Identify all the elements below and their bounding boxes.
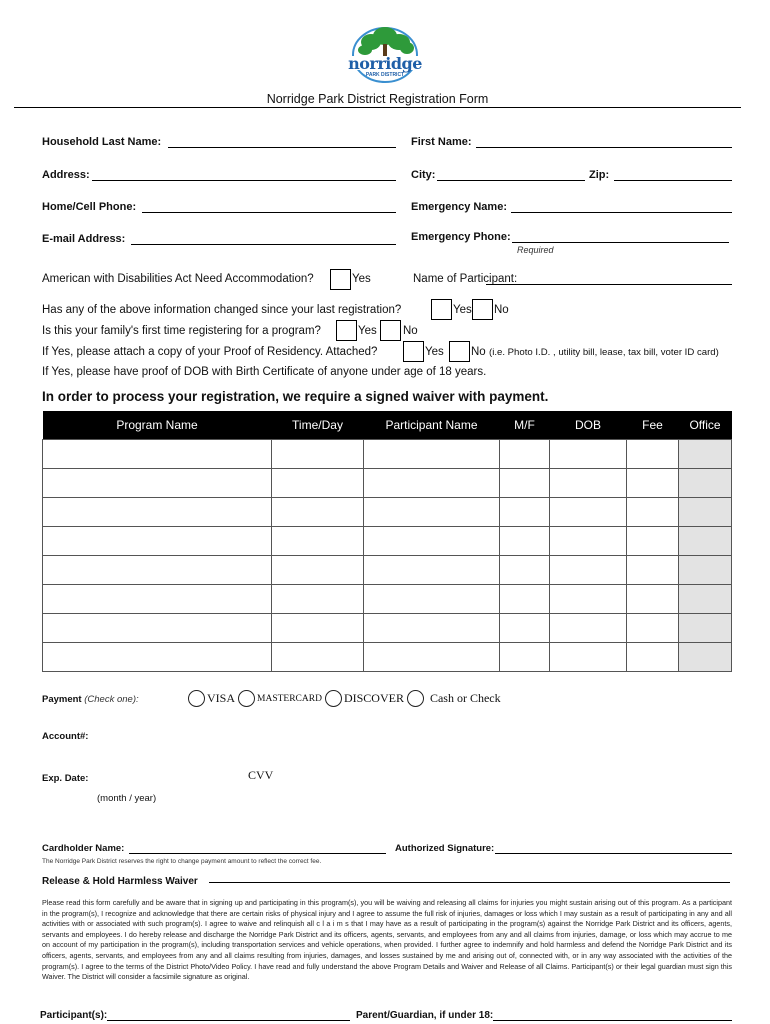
discover-label: DISCOVER <box>343 691 404 705</box>
account-label: Account#: <box>42 731 89 742</box>
table-cell[interactable] <box>679 585 732 614</box>
payment-options <box>188 690 501 707</box>
table-cell[interactable] <box>272 469 364 498</box>
header-program-name: Program Name <box>43 411 272 440</box>
table-cell[interactable] <box>500 498 550 527</box>
zip-label: Zip: <box>589 169 610 181</box>
city-field[interactable] <box>437 168 585 181</box>
header-fee: Fee <box>627 411 679 440</box>
participant-signature-field[interactable] <box>107 1008 350 1021</box>
table-cell[interactable] <box>364 643 500 672</box>
table-cell[interactable] <box>500 527 550 556</box>
dob-question: If Yes, please have proof of DOB with Birth Certificate of anyone under age of 18 years. <box>42 366 487 378</box>
city-label: City: <box>411 169 436 181</box>
table-cell[interactable] <box>627 556 679 585</box>
table-cell[interactable] <box>272 585 364 614</box>
home-cell-phone-label: Home/Cell Phone: <box>42 201 137 213</box>
visa-label: VISA <box>207 691 236 705</box>
program-table <box>42 411 732 672</box>
header-office: Office <box>679 411 732 440</box>
name-of-participant-label: Name of Participant: <box>413 273 518 285</box>
residency-note: (i.e. Photo I.D. , utility bill, lease, tax bill, voter ID card) <box>489 347 719 358</box>
residency-question: If Yes, please attach a copy of your Proof of Residency. Attached? <box>42 346 378 358</box>
table-row <box>43 527 732 556</box>
table-cell[interactable] <box>272 440 364 469</box>
form-title: Norridge Park District Registration Form <box>266 92 489 106</box>
table-cell[interactable] <box>550 614 627 643</box>
changed-no-label: No <box>494 304 509 316</box>
table-cell[interactable] <box>679 440 732 469</box>
household-last-name-label: Household Last Name: <box>42 136 162 148</box>
emergency-phone-field[interactable] <box>512 230 729 243</box>
norridge-logo <box>345 22 425 84</box>
header-mf: M/F <box>500 411 550 440</box>
table-cell[interactable] <box>364 469 500 498</box>
table-row <box>43 556 732 585</box>
table-cell[interactable] <box>627 469 679 498</box>
discover-radio[interactable] <box>325 690 342 707</box>
table-cell[interactable] <box>550 498 627 527</box>
table-cell[interactable] <box>43 469 272 498</box>
table-cell[interactable] <box>679 469 732 498</box>
table-cell[interactable] <box>43 527 272 556</box>
table-cell[interactable] <box>550 643 627 672</box>
exp-date-label: Exp. Date: <box>42 773 89 784</box>
table-cell[interactable] <box>364 556 500 585</box>
table-cell[interactable] <box>43 614 272 643</box>
table-cell[interactable] <box>500 643 550 672</box>
table-cell[interactable] <box>364 614 500 643</box>
changed-no-checkbox[interactable] <box>472 299 493 320</box>
table-cell[interactable] <box>500 440 550 469</box>
release-title: Release & Hold Harmless Waiver <box>42 876 198 887</box>
table-cell[interactable] <box>550 527 627 556</box>
table-cell[interactable] <box>627 585 679 614</box>
authorized-signature-field[interactable] <box>495 841 732 854</box>
residency-yes-label: Yes <box>425 346 444 358</box>
address-field[interactable] <box>92 168 396 181</box>
payment-label: Payment <box>42 694 82 705</box>
table-cell[interactable] <box>550 585 627 614</box>
table-cell[interactable] <box>272 498 364 527</box>
table-cell[interactable] <box>500 585 550 614</box>
table-cell[interactable] <box>627 614 679 643</box>
table-cell[interactable] <box>43 498 272 527</box>
table-cell[interactable] <box>627 527 679 556</box>
first-name-field[interactable] <box>476 135 732 148</box>
first-name-label: First Name: <box>411 136 472 148</box>
emergency-name-label: Emergency Name: <box>411 201 507 213</box>
release-waiver-text: Please read this form carefully and be aware that in signing up and participating in this program(s), you will be waiving and releasing all claims for injuries you might sustain arising out of this program. As a participant in the program(s), I recognize and acknowledge that there are certain risks of physical injury and I agree to assume the full risk of injuries, damages or loss which I may sustain as a result of participating in any and all activities with or associated with such program(s). I agree to waive and relinquish all c l a i m s that I may have as a result of participating in the program(s) against the Norridge Park District and its officers, agents, servants and employees. I do hereby release and discharge the Norridge Park District and its officers, agents, servants, and employees from any and all claims from injuries, damage, or loss which may accrue to me on account of my participation in the program(s), including transportation services and vehicle operations, when provided. I further agree to indemnify and hold harmless and defend the Norridge Park District and its officers, agents, servants, and employees from any and all claims resulting from injuries, damages, and losses sustained by me and arising out of, connected with, or in any way associated with the activities of the program(s). I agree to the terms of the District Photo/Video Policy. I have read and fully understand the above Program Details and Waiver and Release of all Claims. Participant(s) or their legal guardian must sign this Waiver. The District will consider a facsimile signature as original. <box>42 898 732 982</box>
table-cell[interactable] <box>679 643 732 672</box>
residency-no-label: No <box>471 346 486 358</box>
month-year-hint: (month / year) <box>97 793 157 804</box>
required-note: Required <box>517 245 554 255</box>
residency-no-checkbox[interactable] <box>449 341 470 362</box>
table-row <box>43 498 732 527</box>
table-cell[interactable] <box>43 440 272 469</box>
table-cell[interactable] <box>500 469 550 498</box>
participant-signature-label: Participant(s): <box>40 1010 108 1021</box>
table-cell[interactable] <box>272 614 364 643</box>
payment-label-group <box>42 694 139 705</box>
table-cell[interactable] <box>627 498 679 527</box>
name-of-participant-field[interactable] <box>486 272 732 285</box>
parent-guardian-signature-label: Parent/Guardian, if under 18: <box>356 1010 494 1021</box>
table-row <box>43 643 732 672</box>
table-cell[interactable] <box>272 527 364 556</box>
info-changed-question: Has any of the above information changed since your last registration? <box>42 304 402 316</box>
table-row <box>43 469 732 498</box>
parent-guardian-signature-field[interactable] <box>493 1008 732 1021</box>
logo-subtext: PARK DISTRICT <box>365 72 405 78</box>
cardholder-label: Cardholder Name: <box>42 843 125 854</box>
table-cell[interactable] <box>679 498 732 527</box>
table-cell[interactable] <box>679 556 732 585</box>
emergency-phone-label: Emergency Phone: <box>411 231 511 243</box>
first-time-yes-checkbox[interactable] <box>336 320 357 341</box>
table-row <box>43 614 732 643</box>
table-cell[interactable] <box>364 585 500 614</box>
email-field[interactable] <box>131 232 396 245</box>
table-cell[interactable] <box>43 585 272 614</box>
header-dob: DOB <box>550 411 627 440</box>
table-cell[interactable] <box>627 643 679 672</box>
waiver-heading: In order to process your registration, we require a signed waiver with payment. <box>42 389 549 404</box>
first-time-question: Is this your family's first time registering for a program? <box>42 325 321 337</box>
first-time-yes-label: Yes <box>358 325 377 337</box>
table-cell[interactable] <box>500 556 550 585</box>
table-cell[interactable] <box>272 556 364 585</box>
cvv-label: CVV <box>248 768 274 782</box>
address-label: Address: <box>42 169 90 181</box>
first-time-no-checkbox[interactable] <box>380 320 401 341</box>
cash-check-label: Cash or Check <box>429 691 501 705</box>
payment-note: The Norridge Park District reserves the right to change payment amount to reflect the correct fee. <box>42 858 322 865</box>
payment-hint: (Check one): <box>84 694 139 705</box>
mastercard-label: MASTERCARD <box>257 693 322 704</box>
table-cell[interactable] <box>364 440 500 469</box>
table-header-row <box>43 411 732 440</box>
title-rule <box>14 107 741 108</box>
logo-wordmark: norridge <box>348 54 422 73</box>
table-cell[interactable] <box>550 469 627 498</box>
visa-radio[interactable] <box>188 690 205 707</box>
ada-yes-label: Yes <box>352 273 371 285</box>
table-cell[interactable] <box>550 440 627 469</box>
residency-yes-checkbox[interactable] <box>403 341 424 362</box>
authorized-signature-label: Authorized Signature: <box>395 843 495 854</box>
cardholder-field[interactable] <box>129 841 386 854</box>
table-cell[interactable] <box>43 556 272 585</box>
changed-yes-label: Yes <box>453 304 472 316</box>
cash-check-radio[interactable] <box>407 690 424 707</box>
table-cell[interactable] <box>500 614 550 643</box>
home-cell-phone-field[interactable] <box>142 200 396 213</box>
email-label: E-mail Address: <box>42 233 126 245</box>
emergency-name-field[interactable] <box>511 200 732 213</box>
table-cell[interactable] <box>679 527 732 556</box>
household-last-name-field[interactable] <box>168 135 396 148</box>
changed-yes-checkbox[interactable] <box>431 299 452 320</box>
table-cell[interactable] <box>679 614 732 643</box>
ada-question: American with Disabilities Act Need Accommodation? <box>42 273 314 285</box>
table-row <box>43 440 732 469</box>
ada-yes-checkbox[interactable] <box>330 269 351 290</box>
table-cell[interactable] <box>364 498 500 527</box>
header-participant-name: Participant Name <box>364 411 500 440</box>
release-title-rule <box>209 882 730 883</box>
table-cell[interactable] <box>627 440 679 469</box>
table-cell[interactable] <box>550 556 627 585</box>
zip-field[interactable] <box>614 168 732 181</box>
table-cell[interactable] <box>364 527 500 556</box>
table-row <box>43 585 732 614</box>
first-time-no-label: No <box>403 325 418 337</box>
table-cell[interactable] <box>272 643 364 672</box>
mastercard-radio[interactable] <box>238 690 255 707</box>
table-cell[interactable] <box>43 643 272 672</box>
header-time-day: Time/Day <box>272 411 364 440</box>
